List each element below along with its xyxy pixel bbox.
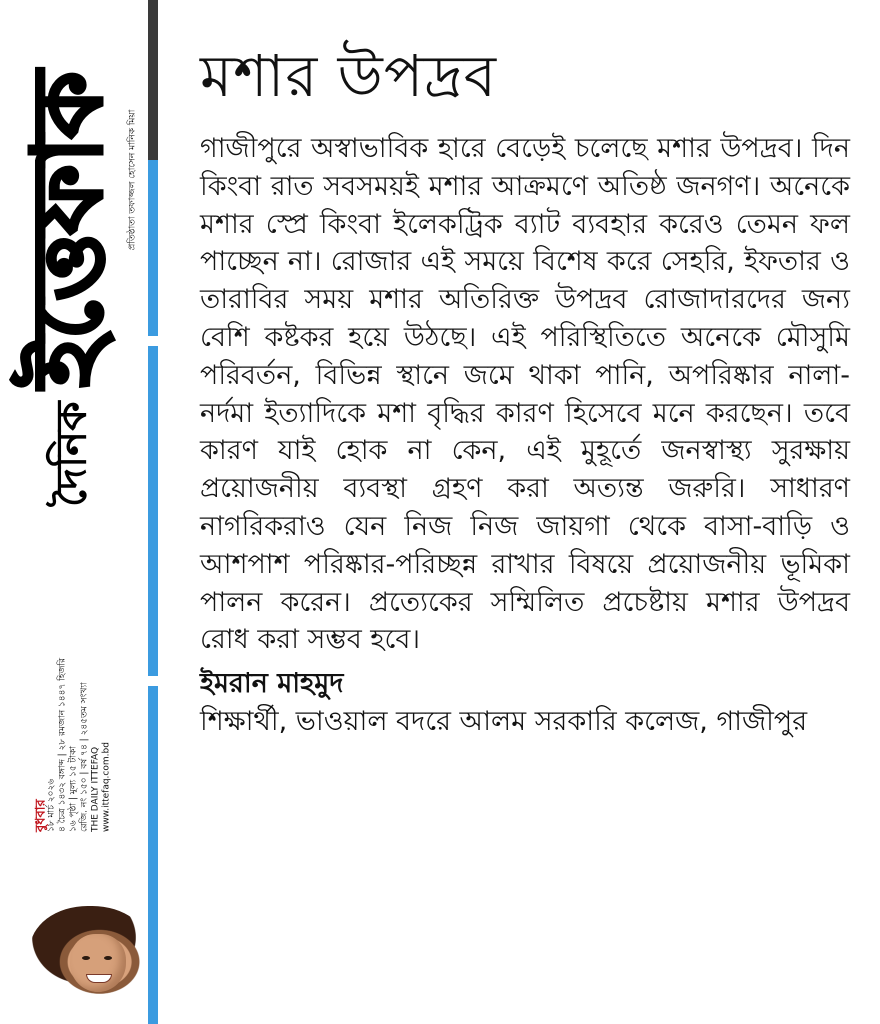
divider-dark-segment (148, 0, 158, 160)
dateline-calendar: ৪ চৈত্র ১৪৩২ বঙ্গাব্দ | ২৮ রমজান ১৪৪৭ হিজরি (57, 657, 68, 833)
masthead (0, 0, 148, 1024)
founder-tagline: প্রতিষ্ঠাতা তফাজ্জল হোসেন মানিক মিয়া (127, 109, 138, 251)
dateline-pages-price: ১৬ পৃষ্ঠা | মূল্য ১৫ টাকা (68, 746, 79, 833)
smile (86, 974, 112, 983)
logo-prefix: দৈনিক (46, 401, 96, 507)
author-affiliation: শিক্ষার্থী, ভাওয়াল বদরে আলম সরকারি কলেজ, গাজীপুর (200, 706, 808, 738)
right-eye (104, 956, 112, 960)
author-name: ইমরান মাহমুদ (200, 668, 344, 700)
logo-name: ইত্তেফাক (10, 73, 124, 388)
article-body: গাজীপুরে অস্বাভাবিক হারে বেড়েই চলেছে মশার উপদ্রব। দিন কিংবা রাত সবসময়ই মশার আক্রমণে অতিষ্ঠ জনগণ। অনেকে মশার স্প্রে কিংবা ইলেকট্রিক ব্যাট ব্যবহার করেও তেমন ফল পাচ্ছেন না। রোজার এই সময়ে বিশেষ করে সেহরি, ইফতার ও তারাবির সময় মশার অতিরিক্ত উপদ্রব রোজাদারদের জন্য বেশি কষ্টকর হয়ে উঠছে। এই পরিস্থিতিতে অনেকে মৌসুমি পরিবর্তন, বিভিন্ন স্থানে জমে থাকা পানি, অপরিষ্কার নালা-নর্দমা ইত্যাদিকে মশা বৃদ্ধির কারণ হিসেবে মনে করছেন। তবে কারণ যাই হোক না কেন, এই মুহূর্তে জনস্বাস্থ্য সুরক্ষায় প্রয়োজনীয় ব্যবস্থা গ্রহণ করা অত্যন্ত জরুরি। সাধারণ নাগরিকরাও যেন নিজ নিজ জায়গা থেকে বাসা-বাড়ি ও আশপাশ পরিষ্কার-পরিচ্ছন্ন রাখার বিষয়ে প্রয়োজনীয় ভূমিকা পালন করেন। প্রত্যেকের সম্মিলিত প্রচেষ্টায় মশার উপদ্রব রোধ করা সম্ভব হবে। (200, 133, 850, 656)
author-photo (30, 906, 148, 996)
dateline-day: বুধবার (33, 799, 49, 833)
divider-gap (148, 676, 158, 686)
author-face (70, 934, 126, 992)
dateline-date: ১৮ মার্চ ২০২৬ (46, 778, 57, 833)
divider-gap (148, 336, 158, 346)
letter-article (200, 40, 850, 741)
column-divider (148, 0, 158, 1024)
dateline-english-name: THE DAILY ITTEFAQ (90, 746, 101, 833)
left-eye (82, 956, 90, 960)
dateline-website: www.ittefaq.com.bd (101, 742, 112, 833)
dateline (33, 657, 113, 833)
dateline-registration: রেজি. নং ১৫০ | বর্ষ ৭৪ | ২৪৫তম সংখ্যা (79, 682, 90, 833)
article-headline: মশার উপদ্রব (200, 42, 498, 110)
